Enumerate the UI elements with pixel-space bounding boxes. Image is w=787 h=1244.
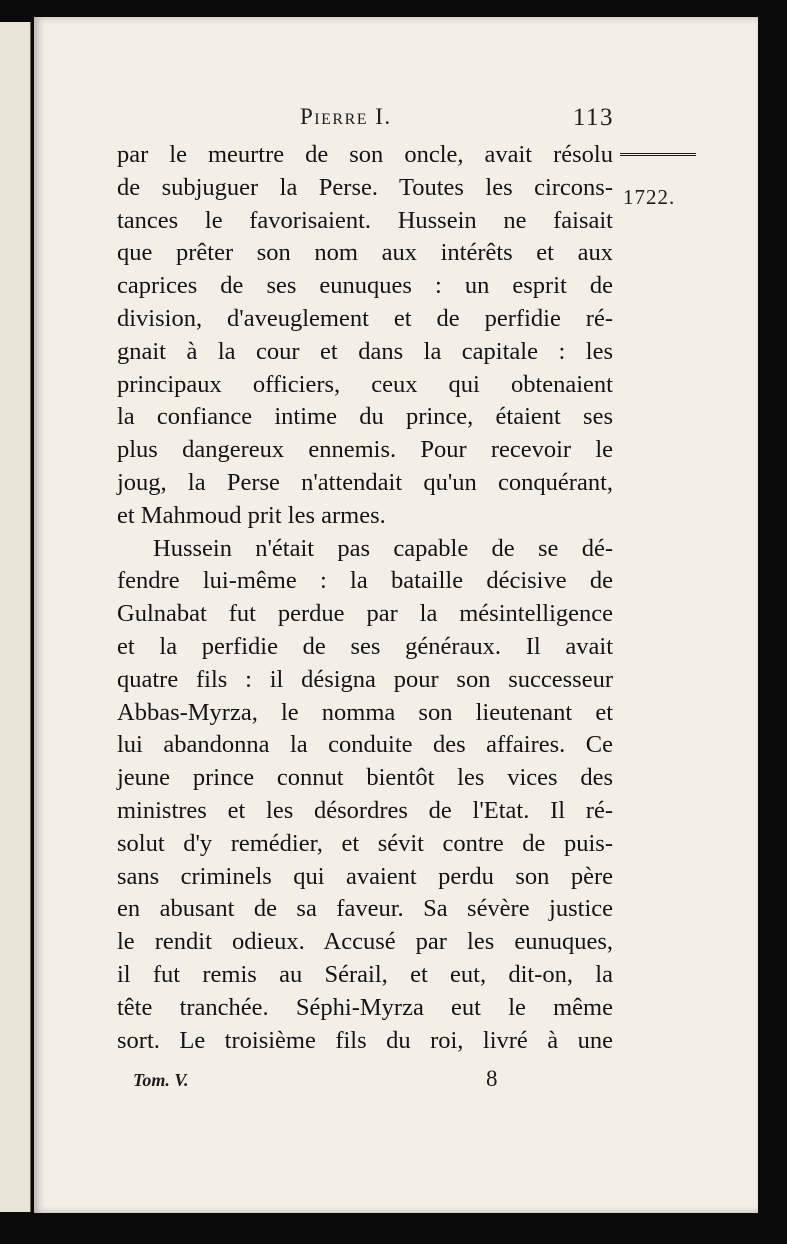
text-line: par le meurtre de son oncle, avait résolu [117, 141, 613, 168]
text-line: tête tranchée. Séphi-Myrza eut le même [117, 993, 613, 1021]
left-page-edge [0, 22, 31, 1212]
text-line: le rendit odieux. Accusé par les eunuques, [117, 928, 613, 956]
text-line: quatre fils : il désigna pour son successeur [117, 665, 613, 693]
text-line: fendre lui-même : la bataille décisive de [117, 567, 613, 595]
text-line: la confiance intime du prince, étaient ses [117, 403, 613, 431]
text-line: division, d'aveuglement et de perfidie ré- [117, 304, 613, 332]
text-line: jeune prince connut bientôt les vices des [117, 764, 613, 792]
text-line: lui abandonna la conduite des affaires. Ce [117, 731, 613, 759]
page-number: 113 [572, 104, 614, 131]
text-line: sort. Le troisième fils du roi, livré à une [117, 1026, 613, 1054]
text-line: plus dangereux ennemis. Pour recevoir le [117, 436, 613, 464]
text-line: sans criminels qui avaient perdu son père [117, 862, 613, 890]
text-line: Gulnabat fut perdue par la mésintelligence [117, 600, 613, 628]
text-line: caprices de ses eunuques : un esprit de [117, 272, 613, 300]
paragraph-2 [117, 533, 613, 1058]
text-line: joug, la Perse n'attendait qu'un conquérant, [117, 468, 613, 496]
text-line: tances le favorisaient. Hussein ne faisait [117, 206, 613, 234]
text-line: solut d'y remédier, et sévit contre de puis- [117, 829, 613, 857]
text-line: principaux officiers, ceux qui obtenaient [117, 370, 613, 398]
text-line: gnait à la cour et dans la capitale : les [117, 337, 613, 365]
text-line: que prêter son nom aux intérêts et aux [117, 239, 613, 267]
text-line: Abbas-Myrza, le nomma son lieutenant et [117, 698, 613, 726]
margin-rule [620, 153, 696, 161]
margin-year: 1722. [623, 185, 676, 209]
running-header [300, 104, 614, 134]
text-line: Hussein n'était pas capable de se dé- [153, 534, 613, 562]
text-line: il fut remis au Sérail, et eut, dit-on, la [117, 960, 613, 988]
body-text [117, 139, 613, 1057]
running-title: Pierre I. [300, 104, 392, 129]
text-line: en abusant de sa faveur. Sa sévère justice [117, 895, 613, 923]
signature-mark: Tom. V. [133, 1070, 189, 1090]
text-line: et la perfidie de ses généraux. Il avait [117, 632, 613, 660]
signature-number: 8 [486, 1066, 498, 1091]
text-line: ministres et les désordres de l'Etat. Il ré- [117, 796, 613, 824]
text-line: et Mahmoud prit les armes. [117, 501, 386, 529]
paragraph-1 [117, 139, 613, 533]
text-line: de subjuguer la Perse. Toutes les circons- [117, 173, 613, 201]
